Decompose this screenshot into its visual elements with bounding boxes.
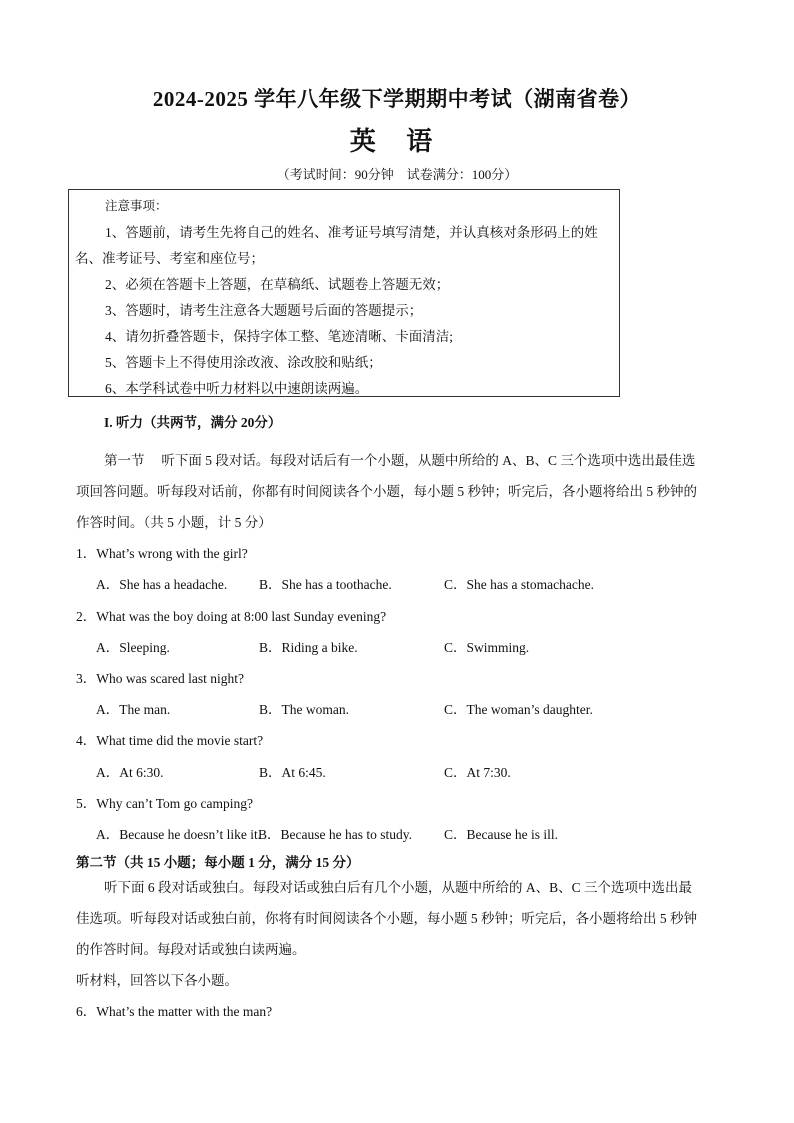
section1-paragraph-line: 项回答问题。听每段对话前，你都有时间阅读各个小题，每小题 5 秒钟；听完后，各小题将给出 5 秒钟的: [76, 484, 697, 499]
notice-item: 名、准考证号、考室和座位号；: [75, 251, 264, 266]
q5-option-a: A．Because he doesn’t like it.: [96, 827, 262, 842]
notice-item: 3、答题时，请考生注意各大题题号后面的答题提示；: [105, 303, 423, 318]
question-6: 6．What’s the matter with the man?: [76, 1004, 273, 1019]
section1-paragraph-line: 作答时间。（共 5 小题，计 5 分）: [76, 515, 272, 530]
q3-option-c: C．The woman’s daughter.: [444, 702, 593, 717]
q2-option-b: B．Riding a bike.: [259, 640, 358, 655]
notice-item: 4、请勿折叠答题卡，保持字体工整、笔迹清晰、卡面清洁;: [105, 329, 453, 344]
notice-title: 注意事项：: [105, 199, 168, 213]
section2-instruction: 听材料，回答以下各小题。: [76, 973, 238, 988]
question-1: 1．What’s wrong with the girl?: [76, 546, 248, 561]
question-4: 4．What time did the movie start?: [76, 733, 264, 748]
q4-option-a: A．At 6:30.: [96, 765, 164, 780]
subject-title: 英 语: [349, 127, 445, 156]
q3-option-b: B．The woman.: [259, 702, 349, 717]
section2-paragraph-line: 佳选项。听每段对话或独白前，你将有时间阅读各个小题，每小题 5 秒钟；听完后，各小题将给出 5 秒钟: [76, 911, 697, 926]
q4-option-c: C．At 7:30.: [444, 765, 511, 780]
q2-option-a: A．Sleeping.: [96, 640, 170, 655]
exam-title: 2024-2025 学年八年级下学期期中考试（湖南省卷）: [152, 87, 642, 111]
section1-paragraph-line: 第一节 听下面 5 段对话。每段对话后有一个小题，从题中所给的 A、B、C 三个选项中选出最佳选: [104, 453, 696, 468]
notice-item: 2、必须在答题卡上答题，在草稿纸、试题卷上答题无效；: [105, 277, 450, 292]
q1-option-b: B．She has a toothache.: [259, 577, 392, 592]
exam-info: （考试时间：90分钟 试卷满分：100分）: [276, 167, 518, 182]
q1-option-a: A．She has a headache.: [96, 577, 228, 592]
question-2: 2．What was the boy doing at 8:00 last Sunday evening?: [76, 609, 387, 624]
q5-option-b: B．Because he has to study.: [258, 827, 412, 842]
notice-item: 1、答题前，请考生先将自己的姓名、准考证号填写清楚，并认真核对条形码上的姓: [105, 225, 598, 240]
notice-item: 5、答题卡上不得使用涂改液、涂改胶和贴纸；: [105, 355, 382, 370]
q3-option-a: A．The man.: [96, 702, 171, 717]
q1-option-c: C．She has a stomachache.: [444, 577, 594, 592]
section2-heading: 第二节（共 15 小题；每小题 1 分，满分 15 分）: [76, 855, 360, 870]
notice-item: 6、本学科试卷中听力材料以中速朗读两遍。: [105, 381, 369, 396]
question-3: 3．Who was scared last night?: [76, 671, 244, 686]
q4-option-b: B．At 6:45.: [259, 765, 326, 780]
q5-option-c: C．Because he is ill.: [444, 827, 558, 842]
section1-heading: I. 听力（共两节，满分 20分）: [104, 415, 282, 430]
question-5: 5．Why can’t Tom go camping?: [76, 796, 254, 811]
q2-option-c: C．Swimming.: [444, 640, 530, 655]
section2-paragraph-line: 的作答时间。每段对话或独白读两遍。: [76, 942, 306, 957]
section2-paragraph-line: 听下面 6 段对话或独白。每段对话或独白后有几个小题，从题中所给的 A、B、C 三个选项中选出最: [104, 880, 693, 895]
